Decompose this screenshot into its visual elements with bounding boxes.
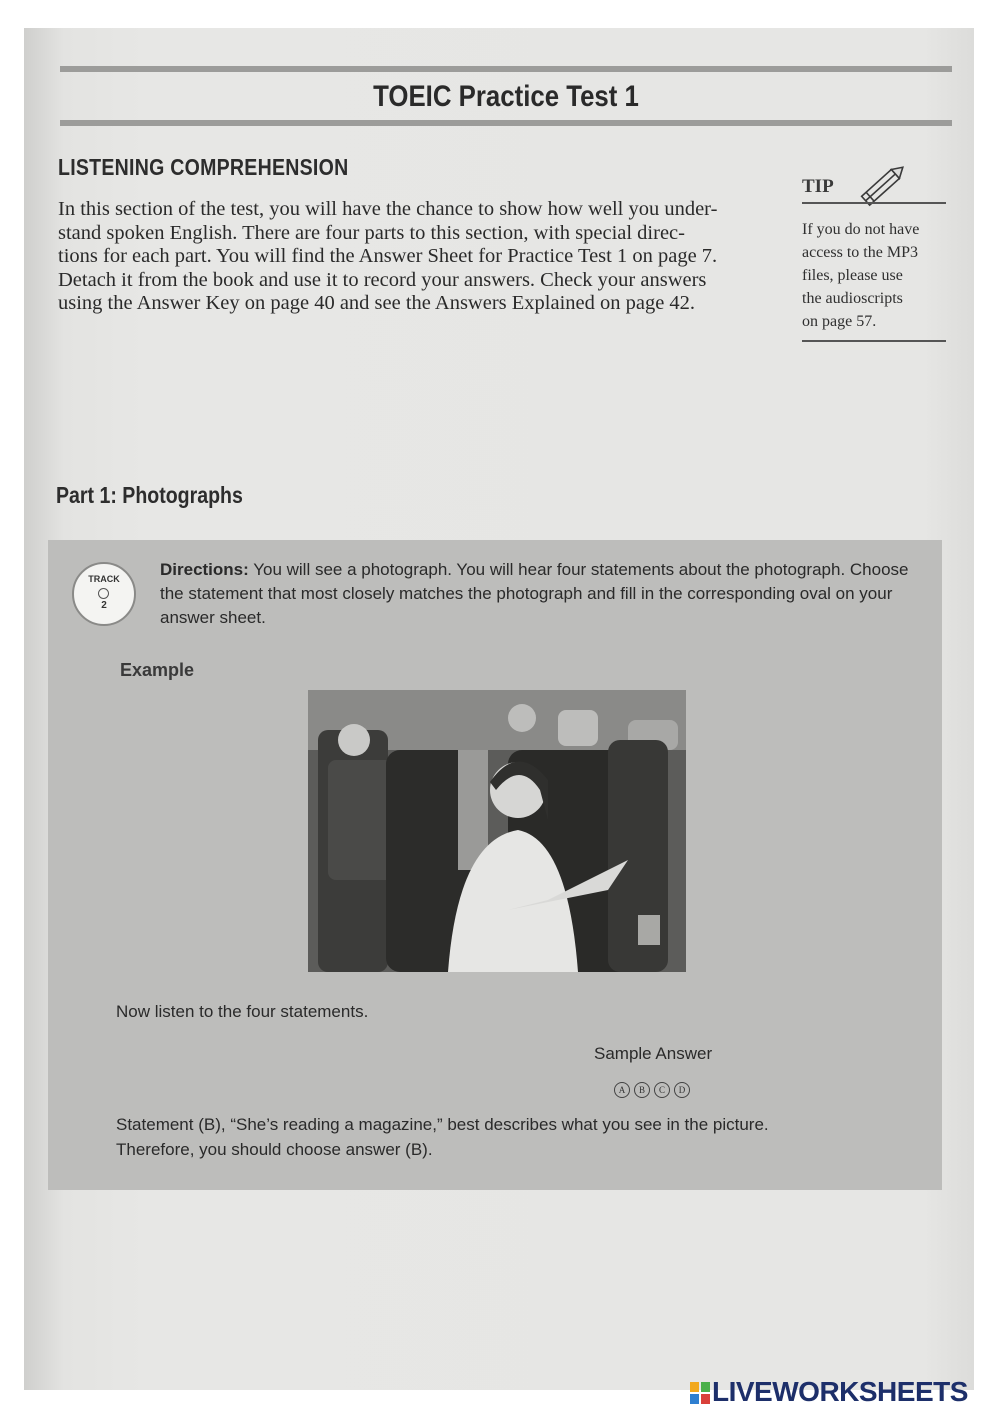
- statement-line: Therefore, you should choose answer (B).: [116, 1140, 433, 1159]
- track-number: 2: [101, 600, 107, 611]
- brand-name: LIVEWORKSHEETS: [712, 1376, 968, 1407]
- tip-text: [802, 218, 946, 333]
- answer-oval[interactable]: C: [654, 1082, 670, 1098]
- document-page: [24, 28, 974, 1390]
- title-bar: [60, 66, 952, 126]
- answer-oval[interactable]: D: [674, 1082, 690, 1098]
- tip-line: If you do not have: [802, 221, 920, 238]
- statement-line: Statement (B), “She’s reading a magazine,” best describes what you see in the picture.: [116, 1115, 769, 1134]
- intro-paragraph: [58, 198, 738, 316]
- track-label: TRACK: [88, 574, 120, 584]
- directions-body: You will see a photograph. You will hear four statements about the photograph. Choose the statement that most closely matches the photograph and fill in the corresponding oval on your answer sheet.: [160, 560, 909, 627]
- page-title: TOEIC Practice Test 1: [373, 80, 639, 113]
- tip-line: access to the MP3: [802, 244, 918, 261]
- tip-line: the audioscripts: [802, 290, 903, 307]
- intro-line: stand spoken English. There are four parts to this section, with special direc-: [58, 221, 685, 244]
- listen-instruction: Now listen to the four statements.: [116, 1002, 369, 1021]
- example-photo: [308, 690, 686, 972]
- intro-line: In this section of the test, you will have the chance to show how well you under-: [58, 198, 718, 220]
- liveworksheets-logo[interactable]: [690, 1376, 968, 1408]
- example-label: Example: [120, 660, 195, 680]
- section-heading: LISTENING COMPREHENSION: [58, 154, 349, 180]
- title-rule-top: [60, 66, 952, 72]
- tip-label: TIP: [802, 176, 834, 197]
- tip-line: files, please use: [802, 267, 903, 284]
- part-heading: Part 1: Photographs: [56, 482, 243, 508]
- cd-icon: [98, 588, 109, 599]
- title-rule-bottom: [60, 120, 952, 126]
- statement-explanation: [116, 1112, 896, 1162]
- track-badge: [72, 562, 136, 626]
- answer-oval[interactable]: B: [634, 1082, 650, 1098]
- tip-rule-bottom: [802, 340, 946, 342]
- directions-text: [160, 558, 930, 630]
- airplane-cabin-photo: [308, 690, 686, 972]
- intro-line: using the Answer Key on page 40 and see the Answers Explained on page 42.: [58, 292, 696, 314]
- intro-line: Detach it from the book and use it to record your answers. Check your answers: [58, 268, 707, 291]
- intro-line: tions for each part. You will find the Answer Sheet for Practice Test 1 on page 7.: [58, 245, 718, 267]
- sample-answer-label: Sample Answer: [594, 1044, 713, 1063]
- answer-ovals: [614, 1080, 694, 1098]
- directions-box: [48, 540, 942, 1190]
- liveworksheets-icon: [690, 1382, 710, 1404]
- answer-oval[interactable]: A: [614, 1082, 630, 1098]
- pencil-icon: [852, 158, 912, 214]
- directions-label: Directions:: [160, 560, 249, 579]
- tip-line: on page 57.: [802, 313, 877, 330]
- tip-rule-top: [802, 202, 946, 204]
